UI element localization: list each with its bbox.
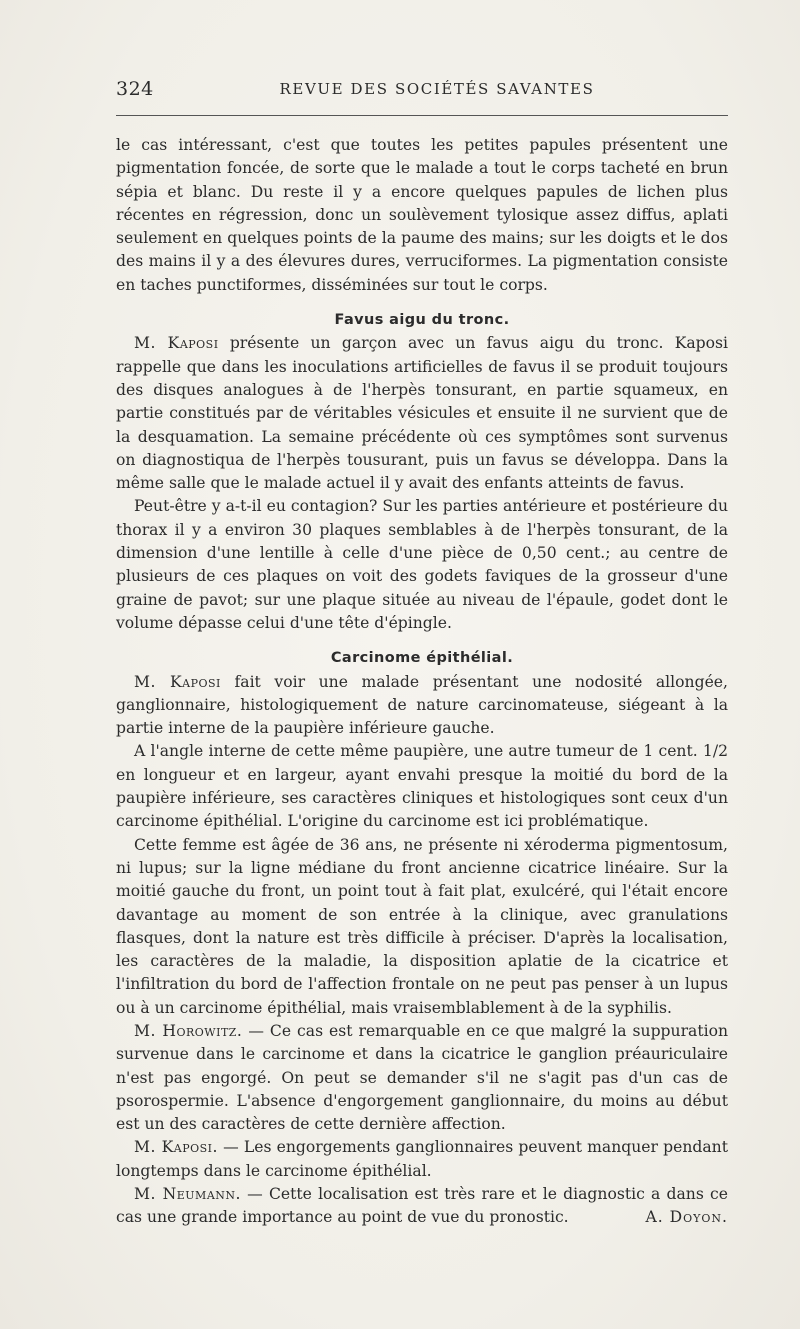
- running-title: REVUE DES SOCIÉTÉS SAVANTES: [279, 80, 595, 98]
- continued-paragraph: le cas intéressant, c'est que toutes les petites papules présentent une pigmentation foncée, de sorte que le malade a tout le corps tacheté en brun sépia et blanc. Du reste il y a encore quelques papules de lichen plus récentes en régression, donc un soulèvement tylosique assez diffus, aplati seulement en quelques points de la paume des mains; sur les doigts et le dos des mains il y a des élevures dures, verruciformes. La pigmentation consiste en taches punctiformes, disséminées sur tout le corps.: [116, 136, 728, 294]
- paragraph-text: — Les engorgements ganglionnaires peuvent manquer pendant longtemps dans le carcinome épithélial.: [116, 1138, 728, 1180]
- signature: A. Doyon.: [645, 1208, 728, 1227]
- section-heading-carcinome: Carcinome épithélial.: [330, 650, 514, 667]
- speaker-name: M. Kaposi.: [134, 1138, 218, 1157]
- speaker-name: M. Horowitz.: [134, 1021, 243, 1040]
- header-rule: [116, 115, 728, 116]
- paragraph: Peut-être y a-t-il eu contagion? Sur les parties antérieure et postérieure du thorax il y a environ 30 plaques semblables à de l'herpès tonsurant, de la dimension d'une lentille à celle d'une pièce de 0,50 cent.; au centre de plusieurs de ces plaques on voit des godets faviques de la grosseur d'une graine de pavot; sur une plaque située au niveau de l'épaule, godet dont le volume dépasse celui d'une tête d'épingle.: [116, 497, 728, 632]
- paragraph: [116, 671, 728, 741]
- paragraph: [116, 1020, 728, 1136]
- paragraph-text: fait voir une malade présentant une nodosité allongée, ganglionnaire, histologiquement de nature carcinomateuse, siégeant à la partie interne de la paupière inférieure gauche.: [116, 672, 728, 738]
- paragraph-text: — Ce cas est remarquable en ce que malgré la suppuration survenue dans le carcinome et dans la cicatrice le ganglion préauriculaire n'est pas engorgé. On peut se demander s'il ne s'agit pas d'un cas de psorospermie. L'absence d'engorgement ganglionnaire, du moins au début est un des caractères de cette dernière affection.: [116, 1021, 729, 1134]
- speaker-name: M. Neumann.: [134, 1185, 241, 1204]
- paragraph-text: — Cette localisation est très rare et le diagnostic a dans ce cas une grande importance au point de vue du pronostic.: [116, 1185, 728, 1227]
- page-header: [116, 78, 728, 106]
- paragraph: A l'angle interne de cette même paupière, une autre tumeur de 1 cent. 1/2 en longueur et en largeur, ayant envahi presque la moitié du bord de la paupière inférieure, ses caractères cliniques et histologiques sont ceux d'un carcinome épithélial. L'origine du carcinome est ici problématique.: [116, 742, 728, 831]
- paragraph: Cette femme est âgée de 36 ans, ne présente ni xéroderma pigmentosum, ni lupus; sur la ligne médiane du front ancienne cicatrice linéaire. Sur la moitié gauche du front, un point tout à fait plat, exulcéré, qui l'était encore davantage au moment de son entrée à la clinique, avec granulations flasques, dont la nature est très difficile à préciser. D'après la localisation, les caractères de la maladie, la disposition aplatie de la cicatrice et l'infiltration du bord de l'affection frontale on ne peut pas penser à un lupus ou à un carcinome épithélial, mais vraisemblablement à de la syphilis.: [116, 835, 728, 1017]
- speaker-name: M. Kaposi: [134, 334, 219, 353]
- paragraph-text: présente un garçon avec un favus aigu du tronc. Kaposi rappelle que dans les inoculations artificielles de favus il se produit toujours des disques analogues à de l'herpès tonsurant, en partie squameux, en partie constitués par de véritables vésicules et ensuite il ne survient que de la desquamation. La semaine précédente où ces symptômes sont survenus on diagnostiqua de l'herpès tousurant, puis un favus se développa. Dans la même salle que le malade actuel il y avait des enfants atteints de favus.: [116, 334, 729, 493]
- article-body: [116, 134, 728, 1230]
- paragraph: [116, 1136, 728, 1183]
- paragraph: [116, 332, 728, 495]
- speaker-name: M. Kaposi: [134, 672, 221, 691]
- section-heading-favus: Favus aigu du tronc.: [334, 312, 510, 329]
- page-number: 324: [116, 78, 154, 100]
- paragraph: [116, 1183, 728, 1230]
